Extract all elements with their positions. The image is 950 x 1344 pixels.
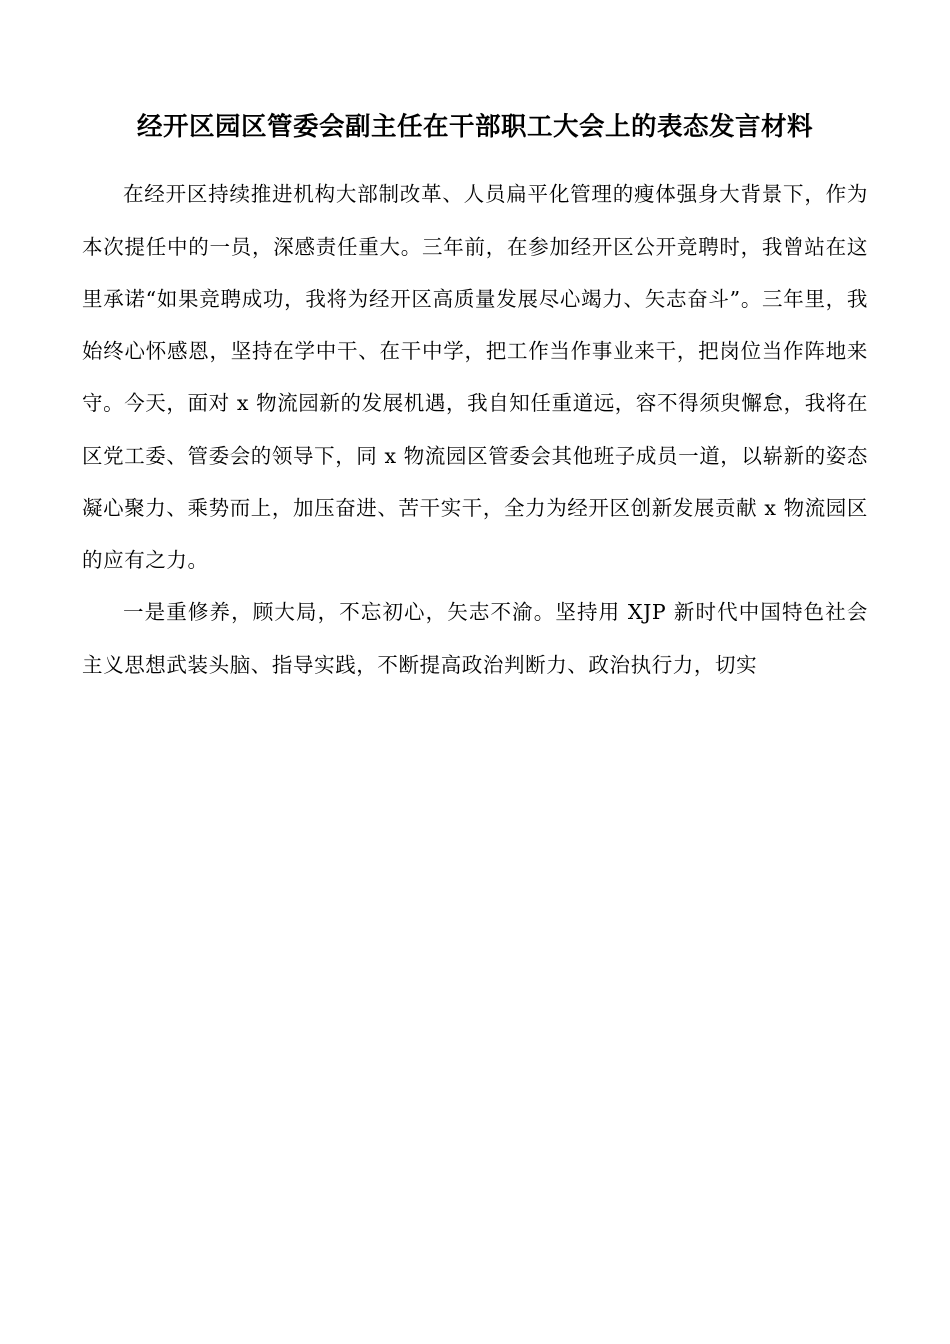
paragraph-2: 一是重修养，顾大局，不忘初心，矢志不渝。坚持用 XJP 新时代中国特色社会主义思想武装头脑、指导实践，不断提高政治判断力、政治执行力，切实 bbox=[82, 600, 868, 677]
paragraph-1: 在经开区持续推进机构大部制改革、人员扁平化管理的瘦体强身大背景下，作为本次提任中的一员，深感责任重大。三年前，在参加经开区公开竞聘时，我曾站在这里承诺“如果竞聘成功，我将为经开区高质量发展尽心竭力、矢志奋斗”。三年里，我始终心怀感恩，坚持在学中干、在干中学，把工作当作事业来干，把岗位当作阵地来守。今天，面对 x 物流园新的发展机遇，我自知任重道远，容不得须臾懈怠，我将在区党工委、管委会的领导下，同 x 物流园区管委会其他班子成员一道，以崭新的姿态凝心聚力、乘势而上，加压奋进、苦干实干，全力为经开区创新发展贡献 x 物流园区的应有之力。 bbox=[82, 182, 868, 573]
page-title: 经开区园区管委会副主任在干部职工大会上的表态发言材料 bbox=[136, 112, 813, 142]
